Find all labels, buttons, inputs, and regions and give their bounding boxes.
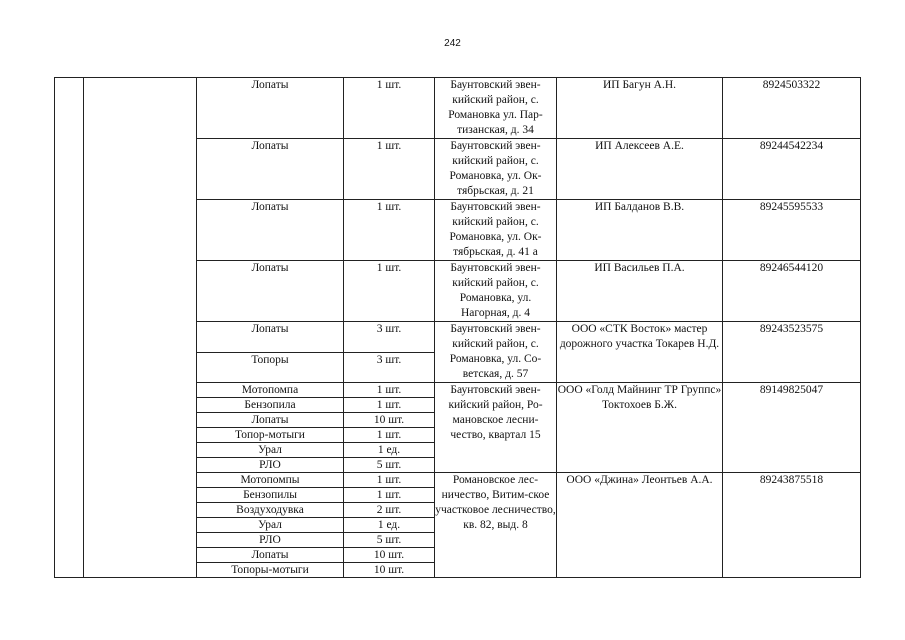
contact-phone: 89149825047 bbox=[723, 383, 861, 473]
resource-name: РЛО bbox=[197, 533, 344, 548]
blank-col-1 bbox=[55, 78, 84, 578]
resource-name: Воздуходувка bbox=[197, 503, 344, 518]
resources-table bbox=[54, 77, 861, 578]
contact-phone: 89245595533 bbox=[723, 200, 861, 261]
resource-name: РЛО bbox=[197, 458, 344, 473]
blank-col-2 bbox=[84, 78, 197, 578]
contact-phone: 89246544120 bbox=[723, 261, 861, 322]
table-body bbox=[55, 78, 861, 578]
resource-quantity: 2 шт. bbox=[344, 503, 435, 518]
resource-name: Лопаты bbox=[197, 322, 344, 353]
resource-name: Мотопомпы bbox=[197, 473, 344, 488]
resource-quantity: 3 шт. bbox=[344, 322, 435, 353]
owner-name: ООО «Голд Майнинг ТР Группс» Токтохоев Б.Ж. bbox=[557, 383, 723, 473]
resource-name: Лопаты bbox=[197, 261, 344, 322]
owner-name: ИП Алексеев А.Е. bbox=[557, 139, 723, 200]
location-address: Баунтовский эвен-кийский район, с. Романовка, ул. Ок-тябрьская, д. 21 bbox=[435, 139, 557, 200]
resource-quantity: 1 ед. bbox=[344, 518, 435, 533]
contact-phone: 89243523575 bbox=[723, 322, 861, 383]
resource-quantity: 1 шт. bbox=[344, 428, 435, 443]
owner-name: ООО «Джина» Леонтьев А.А. bbox=[557, 473, 723, 578]
resource-name: Лопаты bbox=[197, 200, 344, 261]
resource-name: Топоры bbox=[197, 352, 344, 383]
location-address: Романовское лес-ничество, Витим-ское участковое лесничество, кв. 82, выд. 8 bbox=[435, 473, 557, 578]
resource-quantity: 1 шт. bbox=[344, 383, 435, 398]
resource-quantity: 1 ед. bbox=[344, 443, 435, 458]
location-address: Баунтовский эвен-кийский район, с. Романовка, ул. Со-ветская, д. 57 bbox=[435, 322, 557, 383]
resource-name: Урал bbox=[197, 443, 344, 458]
location-address: Баунтовский эвен-кийский район, Ро-мановское лесни-чество, квартал 15 bbox=[435, 383, 557, 473]
resource-quantity: 5 шт. bbox=[344, 533, 435, 548]
location-address: Баунтовский эвен-кийский район, с. Романовка ул. Пар-тизанская, д. 34 bbox=[435, 78, 557, 139]
resource-quantity: 1 шт. bbox=[344, 398, 435, 413]
owner-name: ИП Васильев П.А. bbox=[557, 261, 723, 322]
resource-quantity: 1 шт. bbox=[344, 139, 435, 200]
resource-name: Лопаты bbox=[197, 78, 344, 139]
resource-quantity: 10 шт. bbox=[344, 413, 435, 428]
contact-phone: 8924503322 bbox=[723, 78, 861, 139]
contact-phone: 89244542234 bbox=[723, 139, 861, 200]
resource-name: Бензопила bbox=[197, 398, 344, 413]
page-number: 242 bbox=[444, 38, 461, 49]
resource-name: Лопаты bbox=[197, 548, 344, 563]
resource-quantity: 1 шт. bbox=[344, 473, 435, 488]
resource-name: Лопаты bbox=[197, 139, 344, 200]
resource-quantity: 1 шт. bbox=[344, 200, 435, 261]
contact-phone: 89243875518 bbox=[723, 473, 861, 578]
location-address: Баунтовский эвен-кийский район, с. Романовка, ул. Ок-тябрьская, д. 41 а bbox=[435, 200, 557, 261]
owner-name: ИП Багун А.Н. bbox=[557, 78, 723, 139]
resource-name: Бензопилы bbox=[197, 488, 344, 503]
resource-quantity: 10 шт. bbox=[344, 563, 435, 578]
owner-name: ИП Балданов В.В. bbox=[557, 200, 723, 261]
resource-name: Топор-мотыги bbox=[197, 428, 344, 443]
resource-name: Мотопомпа bbox=[197, 383, 344, 398]
resource-quantity: 3 шт. bbox=[344, 352, 435, 383]
resource-quantity: 10 шт. bbox=[344, 548, 435, 563]
owner-name: ООО «СТК Восток» мастер дорожного участка Токарев Н.Д. bbox=[557, 322, 723, 383]
resource-quantity: 5 шт. bbox=[344, 458, 435, 473]
resource-quantity: 1 шт. bbox=[344, 78, 435, 139]
resource-name: Лопаты bbox=[197, 413, 344, 428]
resource-quantity: 1 шт. bbox=[344, 488, 435, 503]
resource-name: Урал bbox=[197, 518, 344, 533]
location-address: Баунтовский эвен-кийский район, с. Романовка, ул. Нагорная, д. 4 bbox=[435, 261, 557, 322]
resource-name: Топоры-мотыги bbox=[197, 563, 344, 578]
resource-quantity: 1 шт. bbox=[344, 261, 435, 322]
table-row bbox=[55, 78, 861, 139]
